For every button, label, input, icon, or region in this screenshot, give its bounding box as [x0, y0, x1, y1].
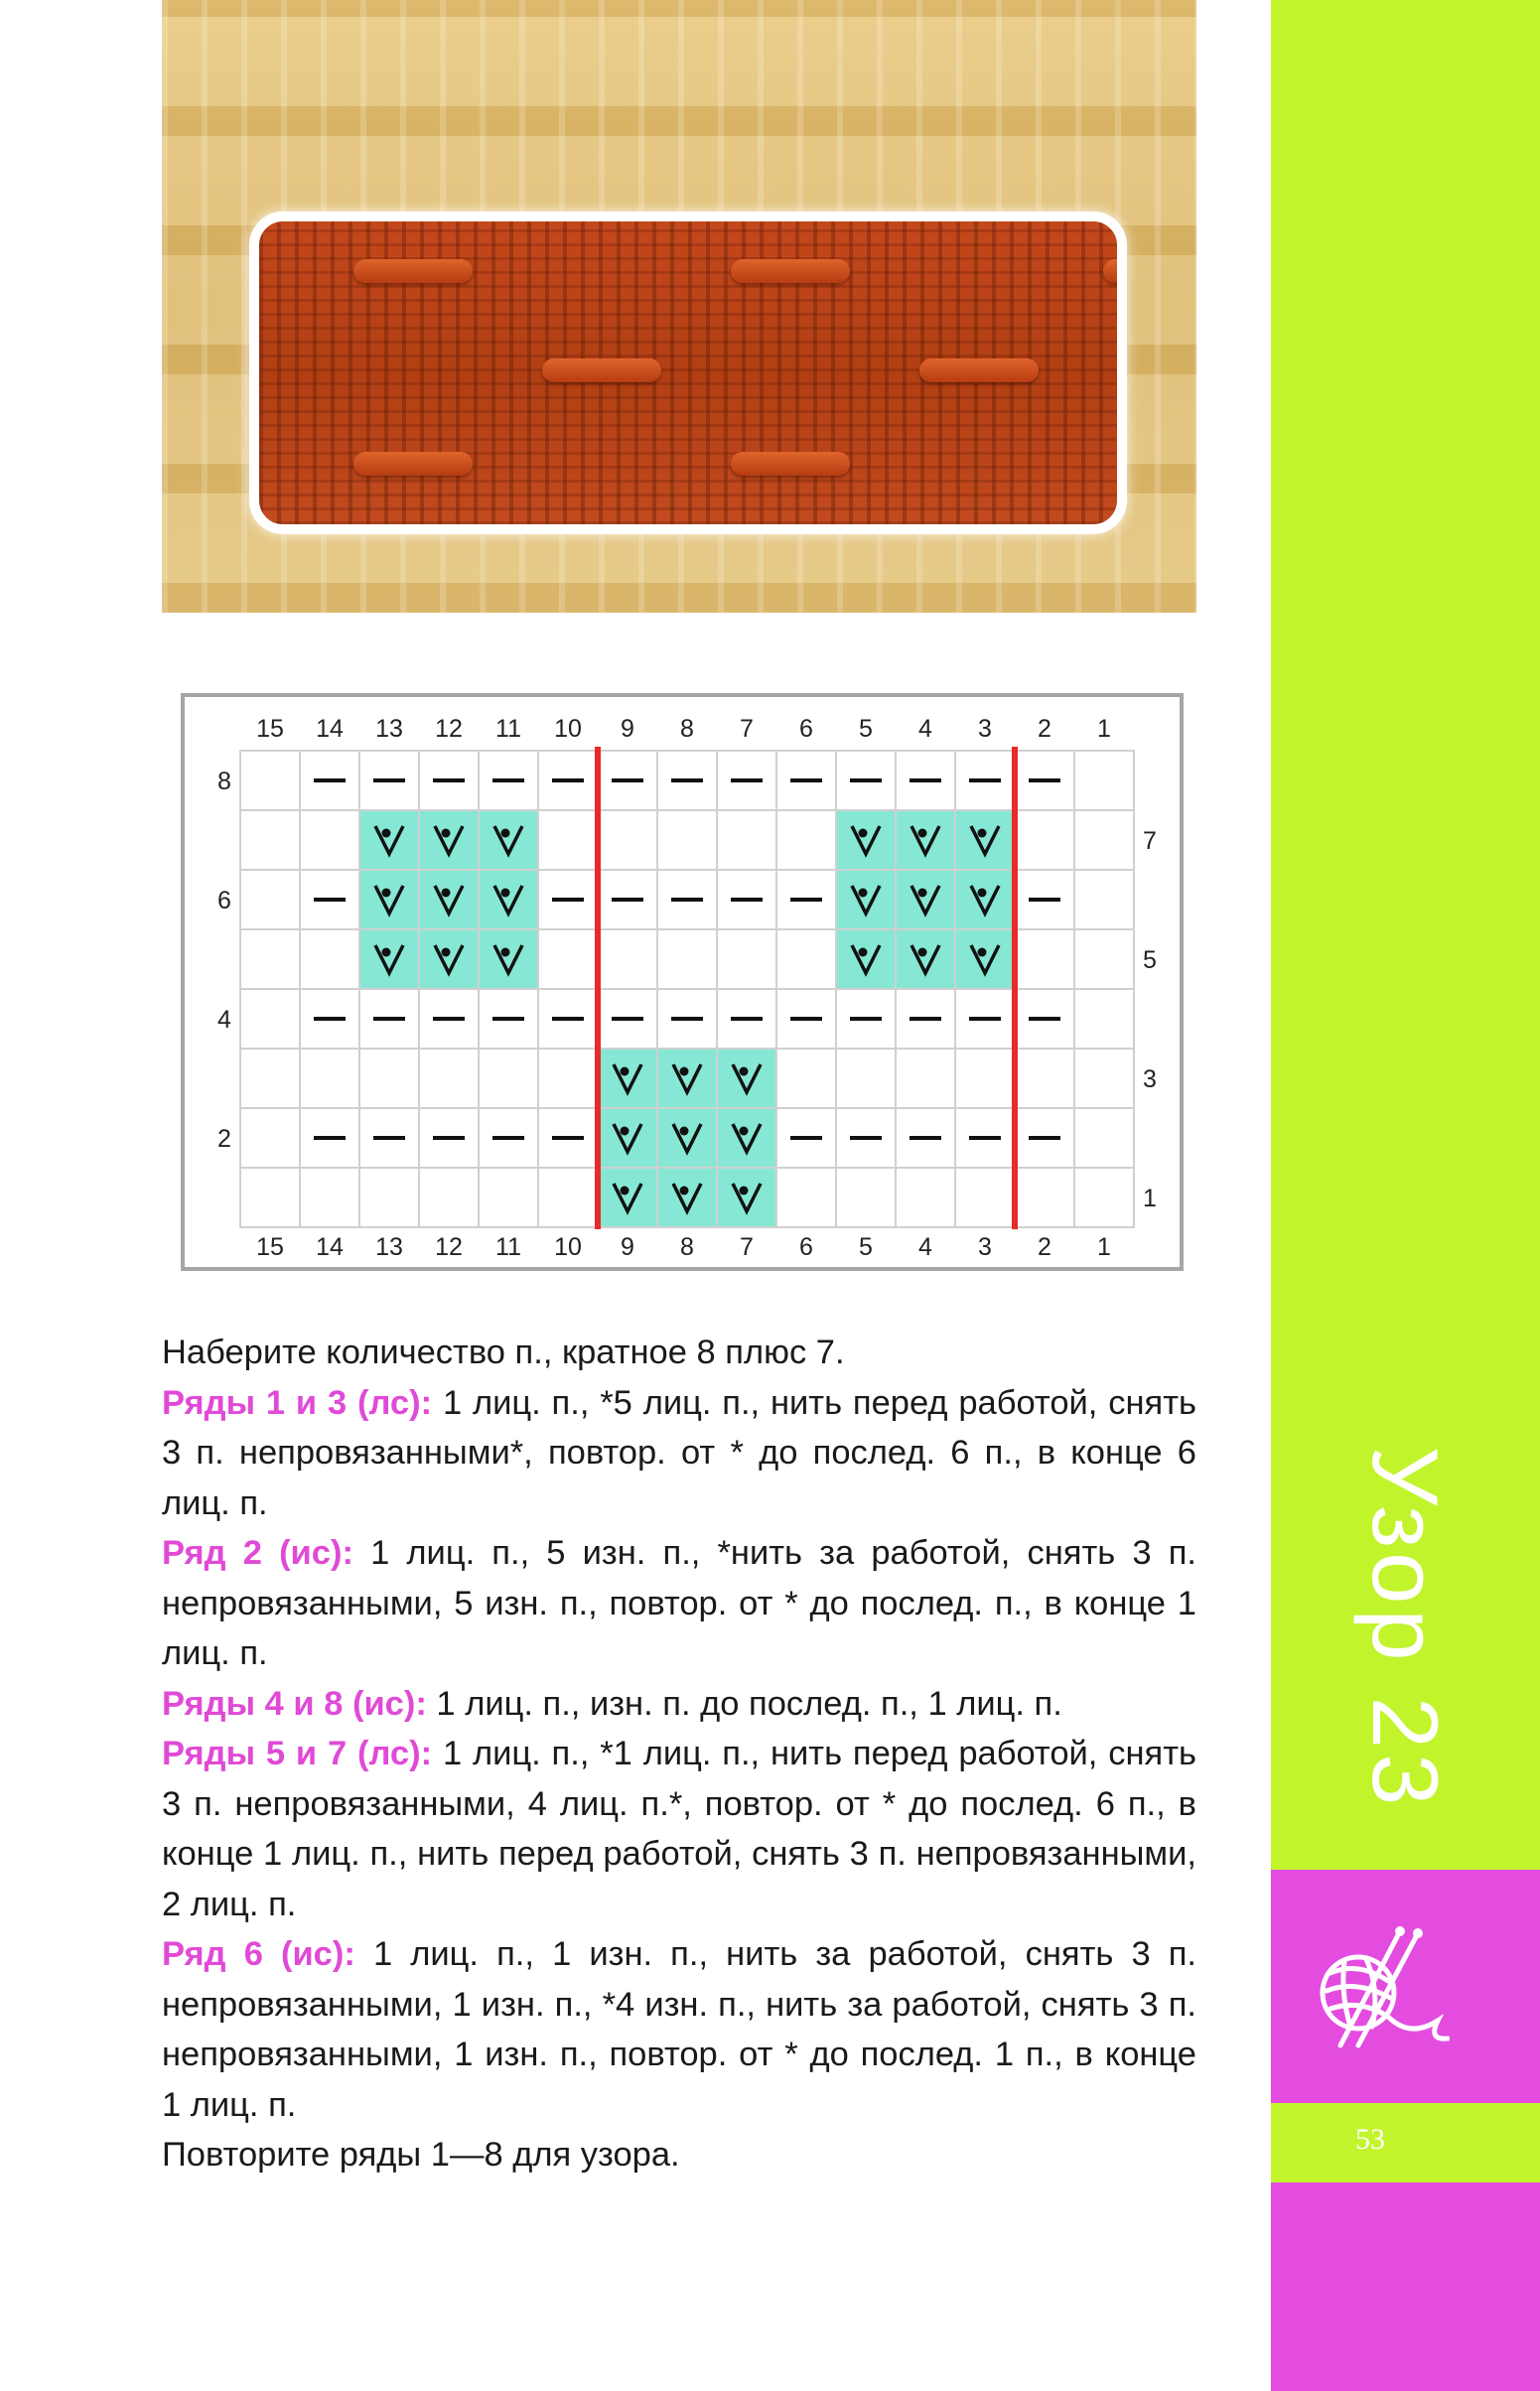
slip-stitch-dot: [501, 829, 510, 838]
column-number-top: 14: [316, 715, 344, 743]
intro-text: Наберите количество п., кратное 8 плюс 7.: [162, 1334, 845, 1371]
column-number-bottom: 6: [799, 1233, 813, 1261]
slip-stitch-dot: [680, 1067, 689, 1076]
row-number-right: 5: [1143, 946, 1157, 974]
chart-cell: [359, 810, 419, 870]
column-number-bottom: 11: [495, 1233, 521, 1261]
knitting-chart: [181, 693, 1184, 1271]
chart-cell: [300, 929, 359, 989]
column-number-bottom: 2: [1038, 1233, 1051, 1261]
chart-cell: [300, 810, 359, 870]
chart-cell: [657, 1168, 717, 1227]
chart-cell: [836, 929, 896, 989]
column-number-bottom: 14: [316, 1233, 344, 1261]
row-instruction-4-8: [162, 1679, 1196, 1730]
chart-cell: [836, 870, 896, 929]
slip-stitch-dot: [740, 1067, 749, 1076]
chart-cell: [240, 751, 300, 810]
chart-cell: [1074, 989, 1134, 1049]
slip-stitch-dot: [859, 889, 868, 898]
chart-cell: [300, 1049, 359, 1108]
chart-cell: [955, 1168, 1015, 1227]
slip-stitch-dot: [382, 829, 391, 838]
row-number-left: 2: [217, 1125, 231, 1153]
column-number-top: 2: [1038, 715, 1051, 743]
chart-cell: [598, 810, 657, 870]
slip-stitch-dot: [680, 1127, 689, 1136]
chart-cell: [419, 1168, 479, 1227]
chart-cell: [657, 929, 717, 989]
chart-cell: [1074, 1108, 1134, 1168]
chart-cell: [776, 1168, 836, 1227]
chart-cell: [717, 1049, 776, 1108]
chart-cell: [419, 929, 479, 989]
chart-cell: [598, 1049, 657, 1108]
chart-cell: [479, 929, 538, 989]
row-number-right: 3: [1143, 1065, 1157, 1093]
chart-cell: [479, 810, 538, 870]
row-instruction-5-7: [162, 1729, 1196, 1929]
slip-stitch-dot: [680, 1187, 689, 1196]
slip-stitch-dot: [859, 829, 868, 838]
row-label: Ряды 1 и 3 (лс):: [162, 1383, 433, 1422]
chart-cell: [240, 1049, 300, 1108]
chart-cell: [717, 810, 776, 870]
chart-cell: [359, 1049, 419, 1108]
row-label: Ряд 2 (ис):: [162, 1534, 353, 1572]
slip-stitch-dot: [442, 889, 451, 898]
chart-cell: [479, 870, 538, 929]
chart-cell: [300, 1168, 359, 1227]
column-number-top: 8: [680, 715, 694, 743]
yarn-ball-needles-icon: [1301, 1921, 1450, 2050]
column-number-bottom: 5: [859, 1233, 873, 1261]
chart-cell: [1074, 810, 1134, 870]
slip-stitch-dot: [859, 948, 868, 957]
chart-cell: [419, 870, 479, 929]
chart-cell: [896, 870, 955, 929]
row-number-right: 7: [1143, 827, 1157, 855]
chart-cell: [836, 810, 896, 870]
chart-cell: [836, 1168, 896, 1227]
row-number-left: 6: [217, 887, 231, 914]
chart-cell: [955, 810, 1015, 870]
column-number-top: 4: [918, 715, 932, 743]
swatch-closeup: [249, 211, 1127, 534]
chart-cell: [657, 1049, 717, 1108]
chart-cell: [896, 810, 955, 870]
chart-cell: [896, 1049, 955, 1108]
column-number-bottom: 10: [554, 1233, 582, 1261]
row-text: 1 лиц. п., *5 лиц. п., нить перед работой, снять 3 п. непровязанными*, повтор. от * до послед. 6 п., в конце 6 лиц. п.: [162, 1383, 1196, 1522]
column-number-bottom: 7: [740, 1233, 754, 1261]
slip-stitch-dot: [501, 948, 510, 957]
slip-stitch-dot: [918, 948, 927, 957]
column-number-top: 15: [256, 715, 284, 743]
column-number-top: 13: [375, 715, 403, 743]
chart-cell: [359, 929, 419, 989]
chart-cell: [479, 1049, 538, 1108]
row-label: Ряды 4 и 8 (ис):: [162, 1684, 427, 1723]
row-label: Ряды 5 и 7 (лс):: [162, 1735, 433, 1772]
chart-cell: [955, 1049, 1015, 1108]
slip-stitch-dot: [918, 829, 927, 838]
column-number-top: 10: [554, 715, 582, 743]
row-instruction-2: [162, 1528, 1196, 1679]
sidebar-band-magenta-bottom: [1271, 2182, 1540, 2391]
chart-cell: [359, 870, 419, 929]
chart-cell: [717, 1108, 776, 1168]
chart-cell: [1074, 1168, 1134, 1227]
slip-stitch-dot: [918, 889, 927, 898]
chart-cell: [1074, 929, 1134, 989]
row-number-left: 8: [217, 768, 231, 795]
chart-cell: [240, 870, 300, 929]
slip-stitch-dot: [442, 948, 451, 957]
chart-cell: [419, 810, 479, 870]
row-text: 1 лиц. п., 1 изн. п., нить за работой, снять 3 п. непровязанными, 1 изн. п., *4 изн. п., нить за работой, снять 3 п. непровязанными, 1 изн. п., повтор. от * до послед. 1 п., в конце 1 лиц. п.: [162, 1935, 1197, 2124]
chart-cell: [1015, 1168, 1074, 1227]
chart-cell: [240, 929, 300, 989]
chart-cell: [776, 929, 836, 989]
column-number-bottom: 13: [375, 1233, 403, 1261]
chart-cell: [479, 1168, 538, 1227]
chart-cell: [240, 810, 300, 870]
chart-cell: [836, 1049, 896, 1108]
slip-stitch-dot: [382, 889, 391, 898]
column-number-bottom: 8: [680, 1233, 694, 1261]
column-number-top: 12: [435, 715, 463, 743]
chart-cell: [717, 1168, 776, 1227]
chart-cell: [538, 1049, 598, 1108]
column-number-bottom: 1: [1097, 1233, 1111, 1261]
chart-cell: [776, 1049, 836, 1108]
page-number: 53: [1355, 2123, 1385, 2156]
chart-cell: [717, 929, 776, 989]
row-label: Ряд 6 (ис):: [162, 1935, 355, 1973]
pattern-instructions: [162, 1328, 1196, 2180]
chart-cell: [896, 929, 955, 989]
slip-stitch-dot: [740, 1187, 749, 1196]
chart-cell: [538, 810, 598, 870]
chart-cell: [240, 989, 300, 1049]
column-number-bottom: 12: [435, 1233, 463, 1261]
chart-cell: [1015, 1049, 1074, 1108]
chart-cell: [538, 1168, 598, 1227]
slip-stitch-dot: [978, 948, 987, 957]
column-number-bottom: 4: [918, 1233, 932, 1261]
chart-cell: [955, 870, 1015, 929]
row-text: 1 лиц. п., изн. п. до послед. п., 1 лиц. п.: [426, 1684, 1062, 1723]
column-number-bottom: 15: [256, 1233, 284, 1261]
chart-cell: [240, 1108, 300, 1168]
chart-cell: [657, 810, 717, 870]
column-number-bottom: 9: [621, 1233, 634, 1261]
row-text: 1 лиц. п., *1 лиц. п., нить перед работой, снять 3 п. непровязанными, 4 лиц. п.*, повтор. от * до послед. 6 п., в конце 1 лиц. п., нить перед работой, снять 3 п. непровязанными, 2 лиц. п.: [162, 1735, 1196, 1923]
row-text: 1 лиц. п., 5 изн. п., *нить за работой, снять 3 п. непровязанными, 5 изн. п., повтор. от * до послед. п., в конце 1 лиц. п.: [162, 1534, 1197, 1672]
chart-cell: [1074, 751, 1134, 810]
chart-cell: [240, 1168, 300, 1227]
column-number-top: 6: [799, 715, 813, 743]
chart-cell: [538, 929, 598, 989]
chart-cell: [657, 1108, 717, 1168]
slip-stitch-dot: [501, 889, 510, 898]
chart-cell: [1015, 810, 1074, 870]
slip-stitch-dot: [621, 1187, 630, 1196]
chart-grid: [185, 697, 1180, 1267]
pattern-photo: [162, 0, 1196, 613]
row-instruction-1-3: [162, 1378, 1196, 1529]
chart-cell: [359, 1168, 419, 1227]
column-number-top: 3: [978, 715, 992, 743]
row-number-right: 1: [1143, 1185, 1157, 1212]
chart-cell: [1015, 929, 1074, 989]
slip-stitch-dot: [621, 1127, 630, 1136]
pattern-title: Узор 23: [1353, 1446, 1458, 1811]
chart-cell: [1074, 870, 1134, 929]
chart-cell: [955, 929, 1015, 989]
chart-cell: [598, 929, 657, 989]
column-number-top: 11: [495, 715, 521, 743]
column-number-top: 1: [1097, 715, 1111, 743]
slip-stitch-dot: [740, 1127, 749, 1136]
chart-cell: [598, 1108, 657, 1168]
column-number-top: 9: [621, 715, 634, 743]
slip-stitch-dot: [978, 829, 987, 838]
chart-cell: [1074, 1049, 1134, 1108]
slip-stitch-dot: [978, 889, 987, 898]
column-number-top: 5: [859, 715, 873, 743]
chart-cell: [419, 1049, 479, 1108]
slip-stitch-dot: [382, 948, 391, 957]
column-number-top: 7: [740, 715, 754, 743]
column-number-bottom: 3: [978, 1233, 992, 1261]
row-number-left: 4: [217, 1006, 231, 1034]
chart-cell: [896, 1168, 955, 1227]
row-instruction-6: [162, 1929, 1196, 2130]
slip-stitch-dot: [621, 1067, 630, 1076]
outro-text: Повторите ряды 1—8 для узора.: [162, 2136, 680, 2174]
slip-stitch-dot: [442, 829, 451, 838]
chart-cell: [598, 1168, 657, 1227]
chart-cell: [776, 810, 836, 870]
